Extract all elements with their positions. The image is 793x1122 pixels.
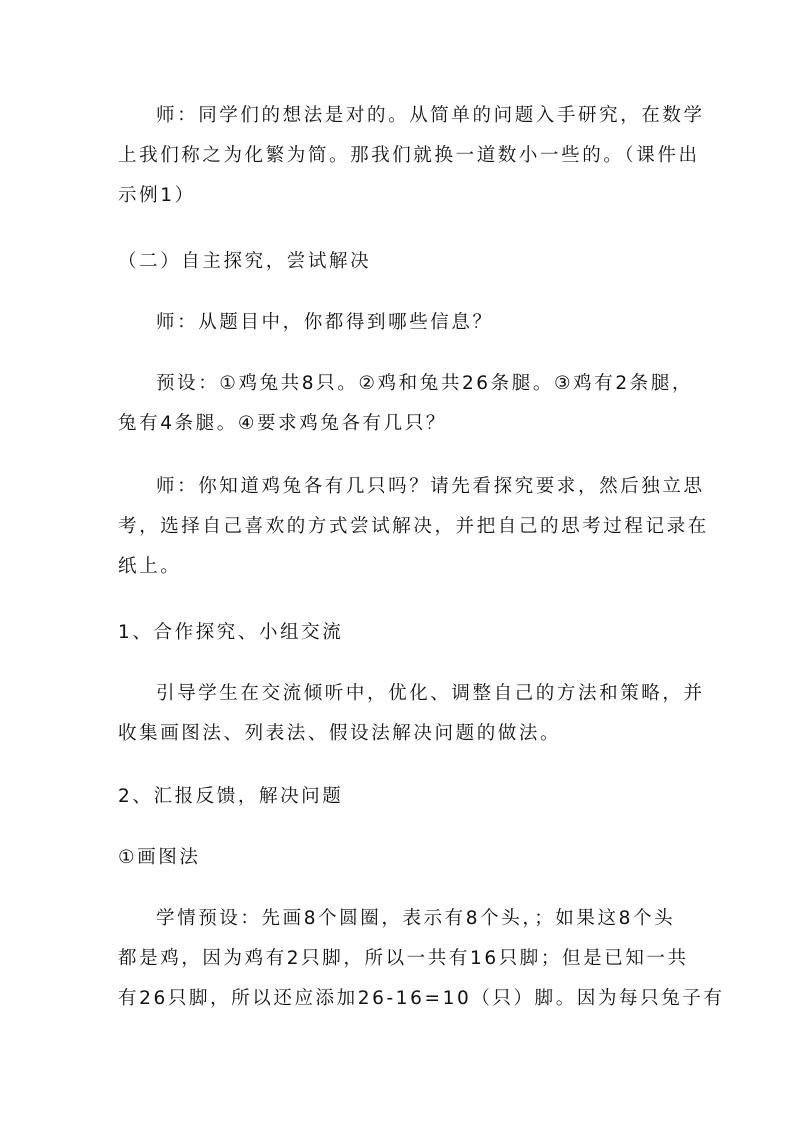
text-line: 师：从题目中，你都得到哪些信息？ bbox=[156, 312, 494, 333]
text-line: 纸上。 bbox=[118, 556, 182, 577]
paragraph-teacher-instructions bbox=[118, 467, 709, 587]
text-line: 师：同学们的想法是对的。从简单的问题入手研究，在数学 bbox=[156, 105, 705, 126]
text-line: 1、合作探究、小组交流 bbox=[118, 622, 344, 643]
text-line: 收集画图法、列表法、假设法解决问题的做法。 bbox=[118, 723, 562, 744]
text-line: 兔有4条腿。④要求鸡兔各有几只？ bbox=[118, 413, 447, 434]
text-line: 考，选择自己喜欢的方式尝试解决，并把自己的思考过程记录在 bbox=[118, 516, 709, 537]
text-line: 预设：①鸡兔共8只。②鸡和兔共26条腿。③鸡有2条腿， bbox=[156, 373, 694, 394]
paragraph-student-preset bbox=[118, 899, 725, 1019]
text-line: ①画图法 bbox=[118, 847, 201, 868]
section-heading-drawing-method bbox=[118, 838, 678, 878]
text-line: 示例1） bbox=[118, 185, 196, 206]
text-line: 有26只脚，所以还应添加26-16=10（只）脚。因为每只兔子有 bbox=[118, 988, 725, 1009]
paragraph-guide-students bbox=[118, 674, 705, 754]
section-heading-cooperate bbox=[118, 613, 678, 653]
text-line: 师：你知道鸡兔各有几只吗？请先看探究要求，然后独立思 bbox=[156, 476, 705, 497]
text-line: 上我们称之为化繁为简。那我们就换一道数小一些的。（课件出 bbox=[118, 145, 700, 166]
section-heading-self-explore bbox=[118, 242, 678, 282]
text-line: 都是鸡，因为鸡有2只脚，所以一共有16只脚；但是已知一共 bbox=[118, 948, 689, 969]
paragraph-teacher-simplify bbox=[118, 96, 705, 216]
text-line: 引导学生在交流倾听中，优化、调整自己的方法和策略，并 bbox=[156, 683, 705, 704]
text-line: 2、汇报反馈，解决问题 bbox=[118, 786, 344, 807]
text-line: （二）自主探究，尝试解决 bbox=[118, 251, 372, 272]
paragraph-preset-info bbox=[118, 364, 694, 444]
section-heading-report bbox=[118, 777, 678, 817]
paragraph-teacher-question bbox=[118, 303, 678, 343]
text-line: 学情预设：先画8个圆圈，表示有8个头，；如果这8个头 bbox=[156, 908, 676, 929]
